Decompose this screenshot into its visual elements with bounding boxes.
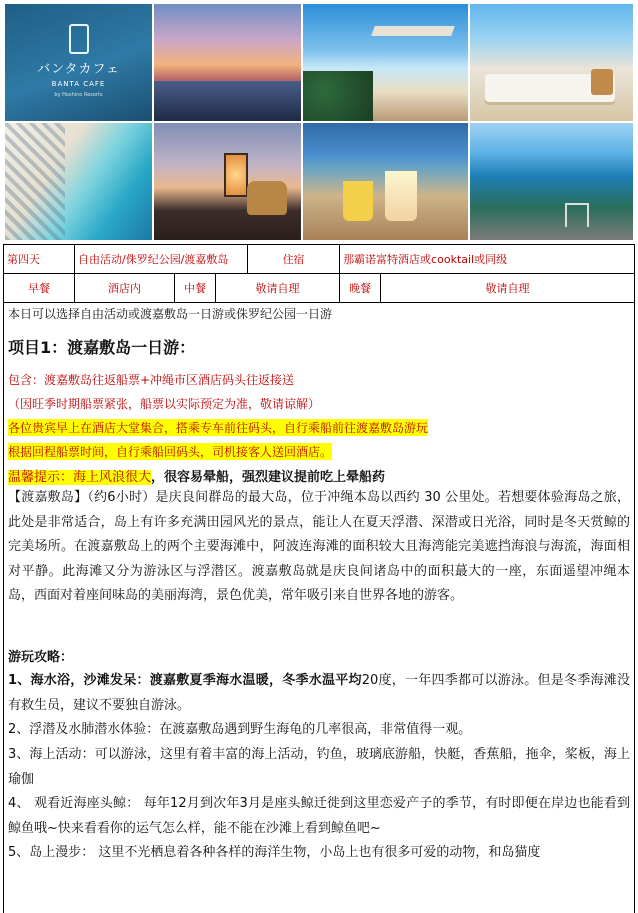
cafe-logo-sub: BANTA CAFE [51, 80, 106, 88]
include-line: 包含：渡嘉敷岛往返船票+冲绳市区酒店码头往返接送 [8, 373, 295, 387]
itinerary-table [3, 244, 635, 303]
guide-item-1 [8, 669, 630, 718]
day-route: 自由活动/侏罗纪公园/渡嘉敷岛 [75, 245, 248, 274]
note-line: （因旺季时期船票紧张，船票以实际预定为准，敬请谅解） [8, 397, 321, 411]
tip-line [8, 466, 385, 485]
cafe-logo-small: by Hoshino Resorts [54, 92, 103, 98]
photo-drinks-beach [303, 123, 468, 240]
photo-banta-cafe-logo [5, 4, 152, 121]
tip-rest: ，很容易晕船，强烈建议提前吃上晕船药 [151, 470, 386, 485]
hotel-name: 那霸诺富特酒店或cooktail或同级 [340, 245, 635, 274]
cafe-logo-text: バンタカフェ [37, 62, 120, 77]
breakfast-label: 早餐 [4, 274, 75, 303]
photo-ocean-deck [470, 123, 633, 240]
photo-lantern-sunset [154, 123, 301, 240]
guide-item-1-rest: 20度，一年四季都可以游泳。但是冬季海滩没有救生员，建议不要独自游泳。 [8, 673, 631, 713]
guide-item-2: 2、浮潜及水肺潜水体验：在渡嘉敷岛遇到野生海龟的几率很高，非常值得一观。 [8, 722, 472, 737]
tip-label: 温馨提示：海上风浪很大 [8, 470, 152, 485]
dinner-label: 晚餐 [340, 274, 381, 303]
guide-item-1-bold: 1、海水浴，沙滩发呆：渡嘉敷夏季海水温暖，冬季水温平均 [8, 673, 362, 688]
guide-item-5: 5、岛上漫步： 这里不光栖息着各种各样的海洋生物，小岛上也有很多可爱的动物，和岛猫度 [8, 845, 541, 860]
breakfast-value: 酒店内 [75, 274, 175, 303]
lodging-label: 住宿 [248, 245, 340, 274]
lunch-label: 中餐 [175, 274, 216, 303]
guide-title: 游玩攻略： [8, 650, 74, 665]
schedule-line-1: 各位贵宾早上在酒店大堂集合，搭乘专车前往码头，自行乘船前往渡嘉敷岛游玩 [8, 421, 429, 435]
cafe-logo-mark [69, 24, 89, 54]
photo-sunset-palms [154, 4, 301, 121]
guide-item-3: 3、海上活动：可以游泳，这里有着丰富的海上活动，钓鱼，玻璃底游船，快艇，香蕉船，拖伞，桨板，海上瑜伽 [8, 747, 630, 787]
island-description: 【渡嘉敷岛】（约6小时）是庆良间群岛的最大岛，位于冲绳本岛以西约 30 公里处。若想要体验海岛之旅，此处是非常适合，岛上有许多充满田园风光的景点，能让人在夏天浮潜、深潜或日光浴，同时是冬天赏鲸的完美场所。在渡嘉敷岛上的两个主要海滩中，阿波连海滩的面积较大且海湾能完美遮挡海浪与海流，海面相对平静。此海滩又分为游泳区与浮潜区。渡嘉敷岛就是庆良间诸岛中的面积蕞大的一座，东面遥望冲绳本岛，西面对着座间味岛的美丽海湾，景色优美，常年吸引来自世界各地的游客。 [8, 490, 630, 603]
day-label: 第四天 [4, 245, 75, 274]
lunch-value: 敬请自理 [216, 274, 340, 303]
schedule-line-2: 根据回程船票时间，自行乘船回码头，司机接客人送回酒店。 [8, 445, 333, 459]
photo-seaside-terrace [303, 4, 468, 121]
dinner-value: 敬请自理 [381, 274, 635, 303]
photo-collage [5, 4, 635, 240]
day-row [4, 245, 635, 274]
meal-row [4, 274, 635, 303]
day-content [3, 300, 635, 913]
project-title: 项目1：渡嘉敷岛一日游： [8, 338, 196, 357]
guide-item-4: 4、 观看近海座头鲸： 每年12月到次年3月是座头鲸迁徙到这里恋爱产子的季节，有时即便在岸边也能看到鲸鱼哦~快来看看你的运气怎么样，能不能在沙滩上看到鲸鱼吧~ [8, 796, 630, 836]
photo-lounge-deck [470, 4, 633, 121]
intro-line: 本日可以选择自由活动或渡嘉敷岛一日游或侏罗纪公园一日游 [8, 307, 333, 321]
photo-aerial-beach [5, 123, 152, 240]
